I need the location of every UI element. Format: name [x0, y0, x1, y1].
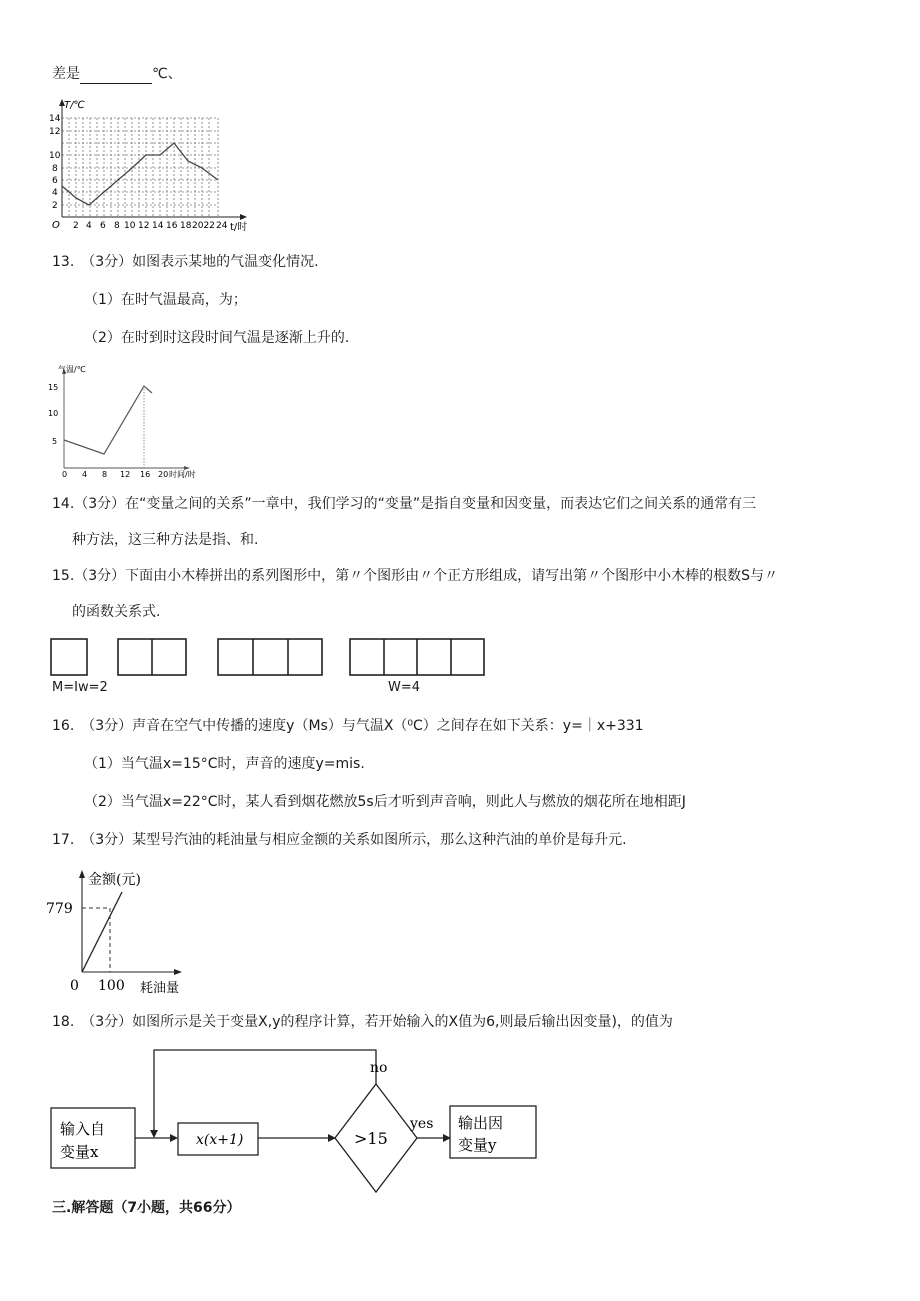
arrow-loop-back — [150, 1130, 158, 1138]
chart2-xtick: 12 — [120, 470, 131, 478]
chart2-xtick: 8 — [102, 470, 108, 478]
q15-label-left: M=Iw=2 — [52, 680, 108, 695]
matchstick-squares-figure — [48, 636, 488, 682]
chart3-ylabel: 金额(元) — [88, 872, 141, 888]
q16-part1: （1）当气温x=15°C时，声音的速度y=mis. — [84, 756, 365, 772]
chart1-origin: O — [52, 220, 60, 231]
q13-title: 13. （3分）如图表示某地的气温变化情况. — [52, 254, 319, 270]
chart1-ylabel: T/℃ — [64, 100, 85, 111]
program-flowchart — [48, 1044, 538, 1194]
chart1-xtick: 2022 — [192, 221, 215, 231]
q16-part2: （2）当气温x=22°C时，某人看到烟花燃放5s后才听到声音响，则此人与燃放的烟花所在地相距J — [84, 794, 686, 810]
chart1-xtick: 10 — [124, 221, 136, 231]
q15-line1: 15.（3分）下面由小木棒拼出的系列图形中，第〃个图形由〃个正方形组成，请写出第〃个图形中小木棒的根数S与〃 — [52, 568, 779, 584]
chart3-y-arrow — [79, 870, 85, 878]
section3-heading: 三.解答题（7小题，共66分） — [52, 1200, 241, 1216]
chart2-ytick: 10 — [48, 409, 59, 418]
chart2-ytick: 15 — [48, 383, 59, 392]
chart2-xtick: 16 — [140, 470, 151, 478]
q16-title: 16. （3分）声音在空气中传播的速度y（Ms）与气温X（⁰C）之间存在如下关系：y=｜x+331 — [52, 718, 644, 734]
chart2-xlabel: 时间/时 — [169, 470, 196, 478]
chart1-ytick: 12 — [49, 127, 61, 137]
q15-label-right: W=4 — [388, 680, 421, 695]
chart1-xtick: 2 — [73, 221, 79, 231]
temperature-chart-2 — [44, 360, 214, 478]
chart1-xlabel: t/时 — [230, 222, 248, 233]
chart2-ytick: 0 — [62, 470, 68, 478]
chart1-xtick: 4 — [86, 221, 92, 231]
q13-part1: （1）在时气温最高，为； — [84, 292, 247, 308]
chart3-origin: 0 — [70, 978, 79, 994]
chart1-grid — [62, 118, 218, 217]
chart1-xtick: 18 — [180, 221, 192, 231]
chart1-ytick: 14 — [49, 114, 61, 124]
flow-output-line1: 输出因 — [458, 1114, 504, 1132]
chart1-ytick: 10 — [49, 151, 61, 161]
flow-yes-label: yes — [410, 1116, 434, 1132]
chart2-line — [64, 386, 152, 454]
chart3-line — [82, 892, 122, 972]
chart2-xtick: 20 — [158, 470, 169, 478]
q18-title: 18. （3分）如图所示是关于变量X,y的程序计算，若开始输入的X值为6,则最后输出因变量)，的值为 — [52, 1014, 673, 1030]
chart3-xtick: 100 — [98, 978, 125, 994]
q14-line1: 14.（3分）在“变量之间的关系”一章中，我们学习的“变量”是指自变量和因变量，而表达它们之间关系的通常有三 — [52, 496, 757, 512]
chart1-xtick: 24 — [216, 221, 228, 231]
q15-line2: 的函数关系式. — [72, 604, 161, 620]
chart3-ytick: 779 — [46, 901, 73, 917]
flow-decision-label: >15 — [354, 1129, 388, 1148]
chart1-xtick: 6 — [100, 221, 106, 231]
q13-part2: （2）在时到时这段时间气温是逐渐上升的. — [84, 330, 350, 346]
chart1-xtick: 14 — [152, 221, 164, 231]
flow-process-label: x(x+1) — [196, 1132, 244, 1148]
arrow-to-decision — [328, 1134, 336, 1142]
flow-output-line2: 变量y — [458, 1136, 497, 1154]
q12-tail — [52, 64, 182, 84]
chart2-ylabel: 气温/℃ — [58, 365, 86, 374]
flow-input-line2: 变量x — [60, 1143, 99, 1161]
square-group-3 — [218, 639, 322, 675]
chart2-xtick: 4 — [82, 470, 88, 478]
chart1-ytick: 2 — [52, 201, 58, 211]
chart1-ytick: 6 — [52, 176, 58, 186]
chart3-x-arrow — [174, 969, 182, 975]
chart1-xtick: 16 — [166, 221, 178, 231]
arrow-to-process — [170, 1134, 178, 1142]
answer-blank — [80, 69, 152, 84]
square-group-1 — [51, 639, 87, 675]
chart1-ytick: 4 — [52, 188, 58, 198]
flow-no-label: no — [370, 1060, 388, 1076]
chart3-xlabel: 耗油量 — [140, 981, 180, 996]
chart1-xtick: 12 — [138, 221, 150, 231]
chart1-ytick: 8 — [52, 164, 58, 174]
q14-line2: 种方法，这三种方法是指、和. — [72, 532, 259, 548]
chart1-xtick: 8 — [114, 221, 120, 231]
flow-input-line1: 输入自 — [60, 1120, 106, 1138]
q12-suffix: ℃、 — [152, 66, 182, 82]
chart2-ytick: 5 — [52, 437, 58, 446]
q12-prefix: 差是 — [52, 66, 80, 82]
q17-title: 17. （3分）某型号汽油的耗油量与相应金额的关系如图所示，那么这种汽油的单价是每升元. — [52, 832, 627, 848]
temperature-chart-1 — [40, 96, 255, 236]
fuel-cost-chart — [40, 866, 190, 996]
chart1-x-arrow — [240, 214, 247, 220]
